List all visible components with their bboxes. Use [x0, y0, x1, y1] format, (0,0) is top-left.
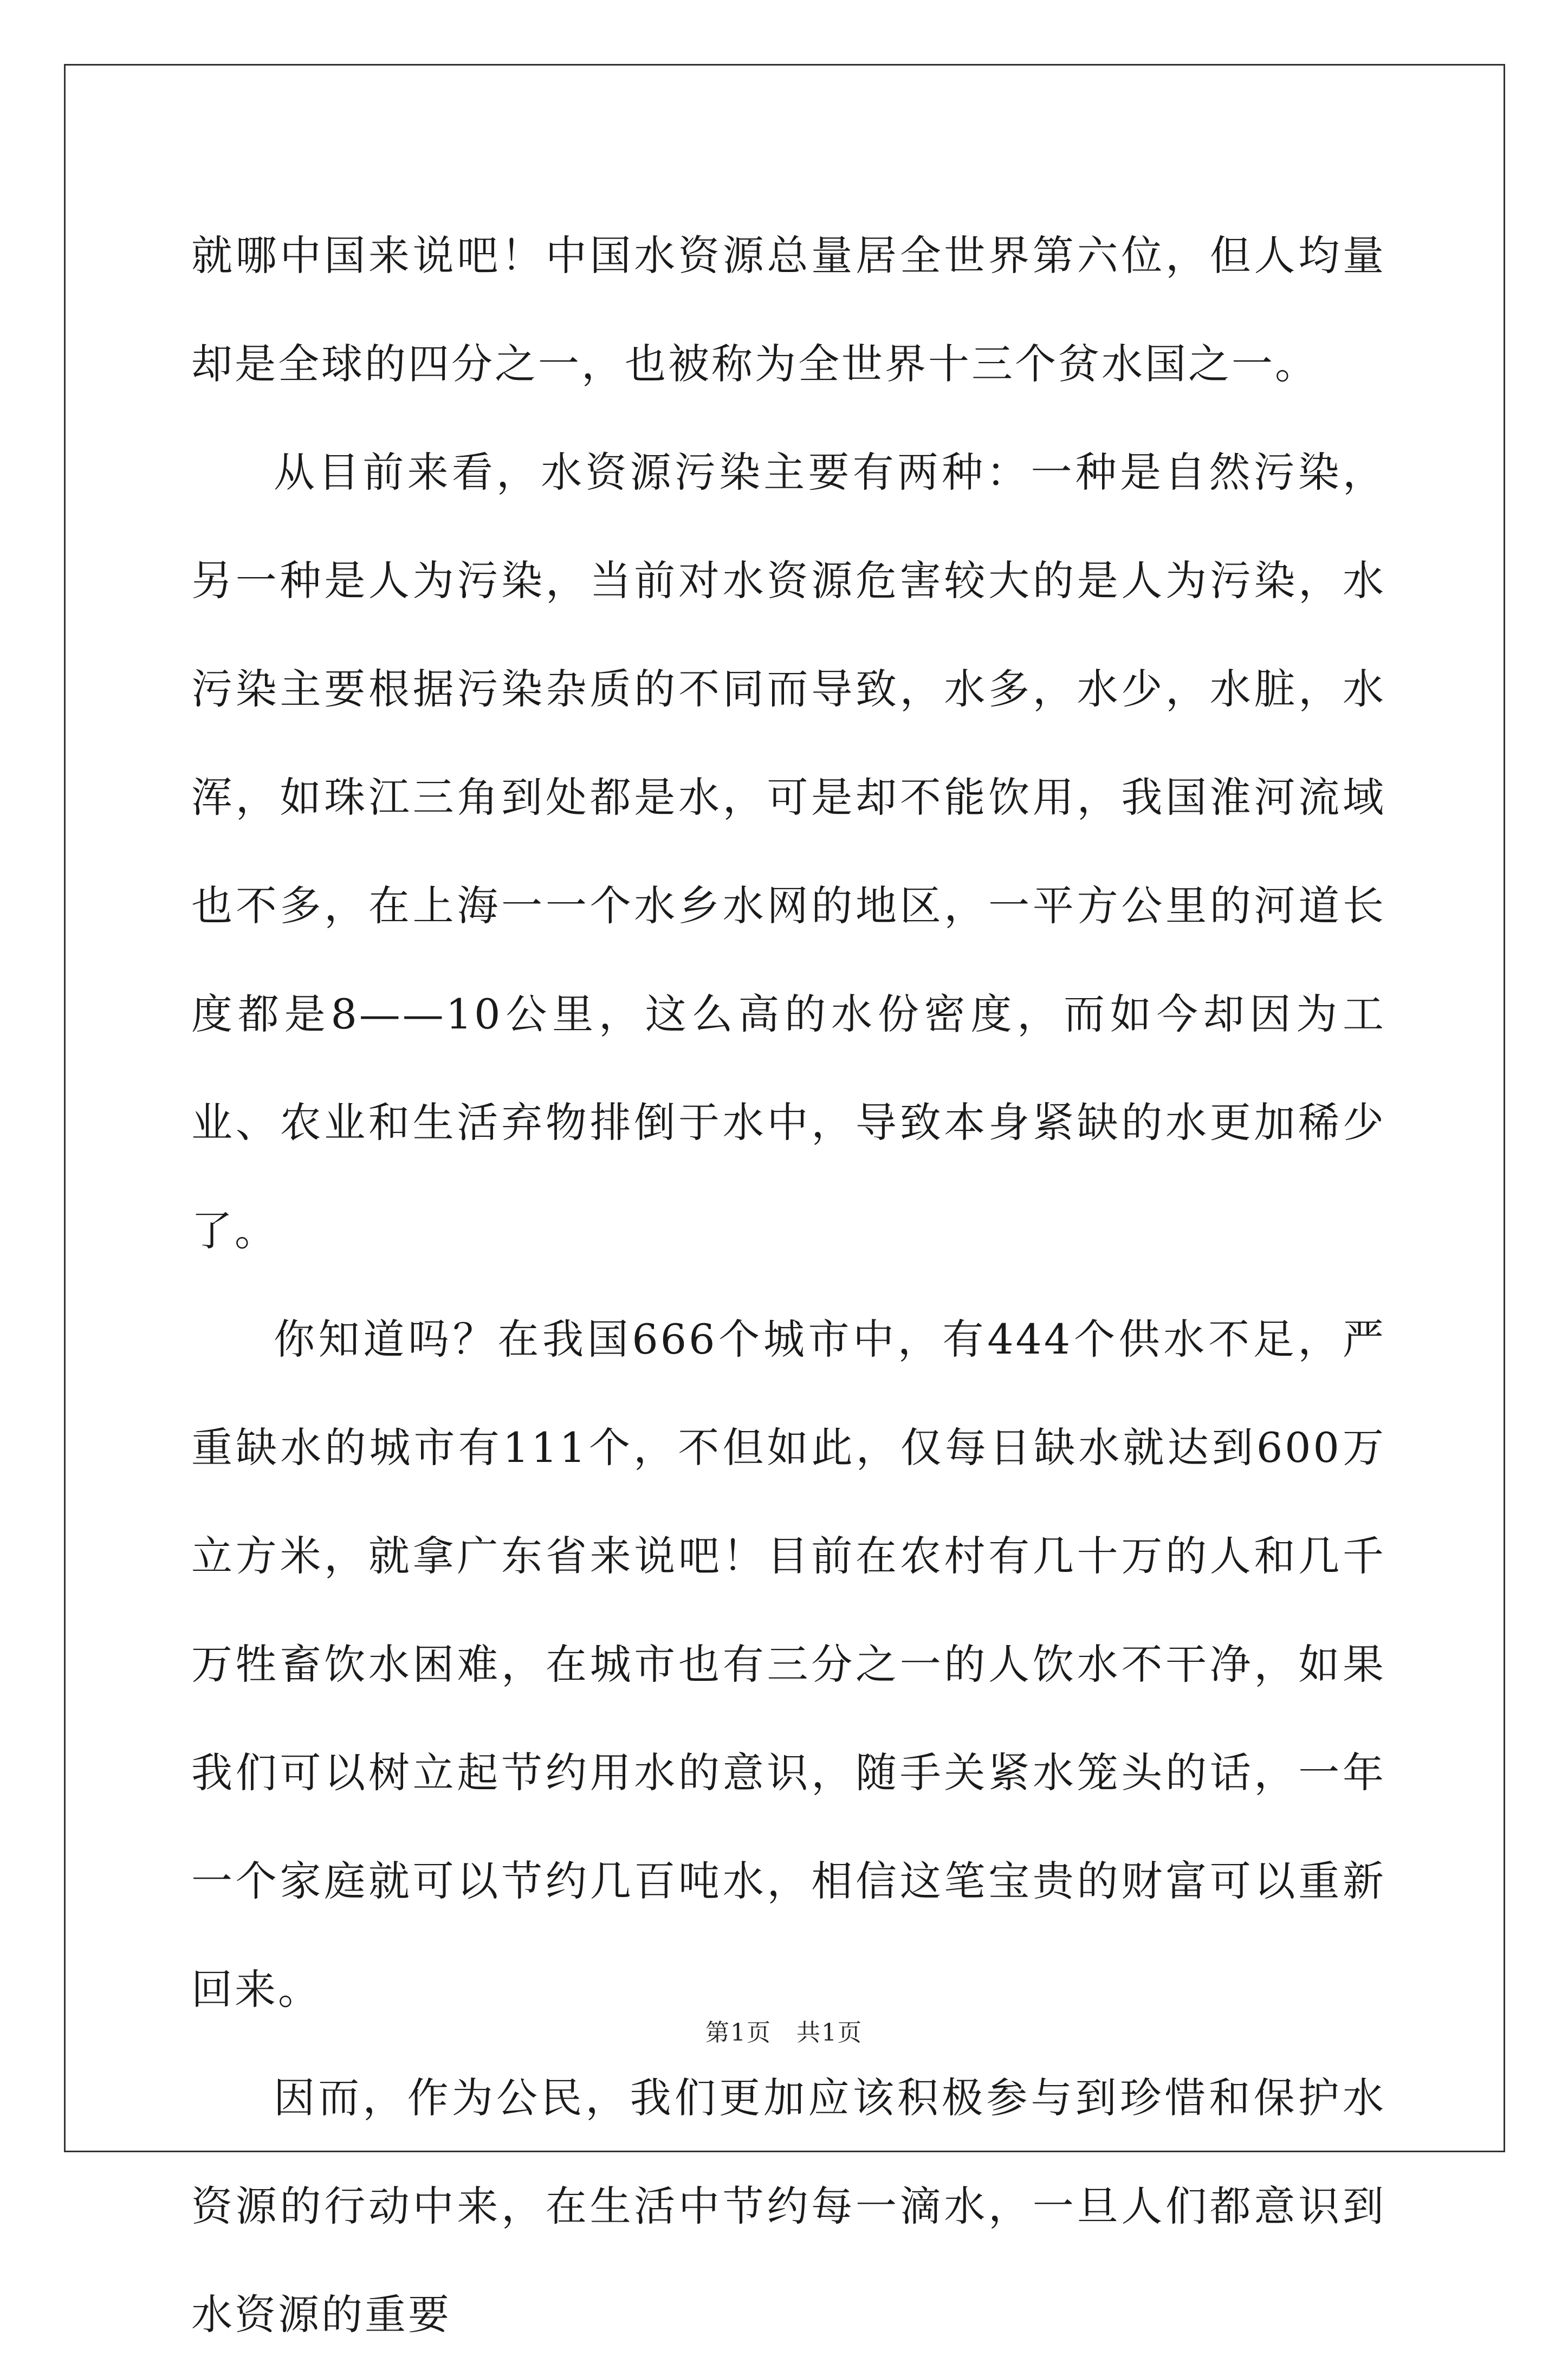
- paragraph: 就哪中国来说吧！中国水资源总量居全世界第六位，但人均量却是全球的四分之一，也被称为全世界十三个贫水国之一。: [191, 231, 1386, 388]
- paragraph: 你知道吗？在我国666个城市中，有444个供水不足，严重缺水的城市有111个，不但如此，仅每日缺水就达到600万立方米，就拿广东省来说吧！目前在农村有几十万的人和几千万牲畜饮水困难，在城市也有三分之一的人饮水不干净，如果我们可以树立起节约用水的意识，随手关紧水笼头的话，一年一个家庭就可以节约几百吨水，相信这笔宝贵的财富可以重新回来。: [191, 1315, 1386, 2014]
- page-number: 第1页 共1页: [705, 2019, 863, 2047]
- paragraph: 因而，作为公民，我们更加应该积极参与到珍惜和保护水资源的行动中来，在生活中节约每一滴水，一旦人们都意识到水资源的重要: [191, 2074, 1386, 2339]
- paragraph: 从目前来看，水资源污染主要有两种：一种是自然污染，另一种是人为污染，当前对水资源危害较大的是人为污染，水污染主要根据污染杂质的不同而导致，水多，水少，水脏，水浑，如珠江三角到处都是水，可是却不能饮用，我国淮河流域也不多，在上海一一个水乡水网的地区，一平方公里的河道长度都是8——10公里，这么高的水份密度，而如今却因为工业、农业和生活弃物排倒于水中，导致本身紧缺的水更加稀少了。: [191, 448, 1386, 1255]
